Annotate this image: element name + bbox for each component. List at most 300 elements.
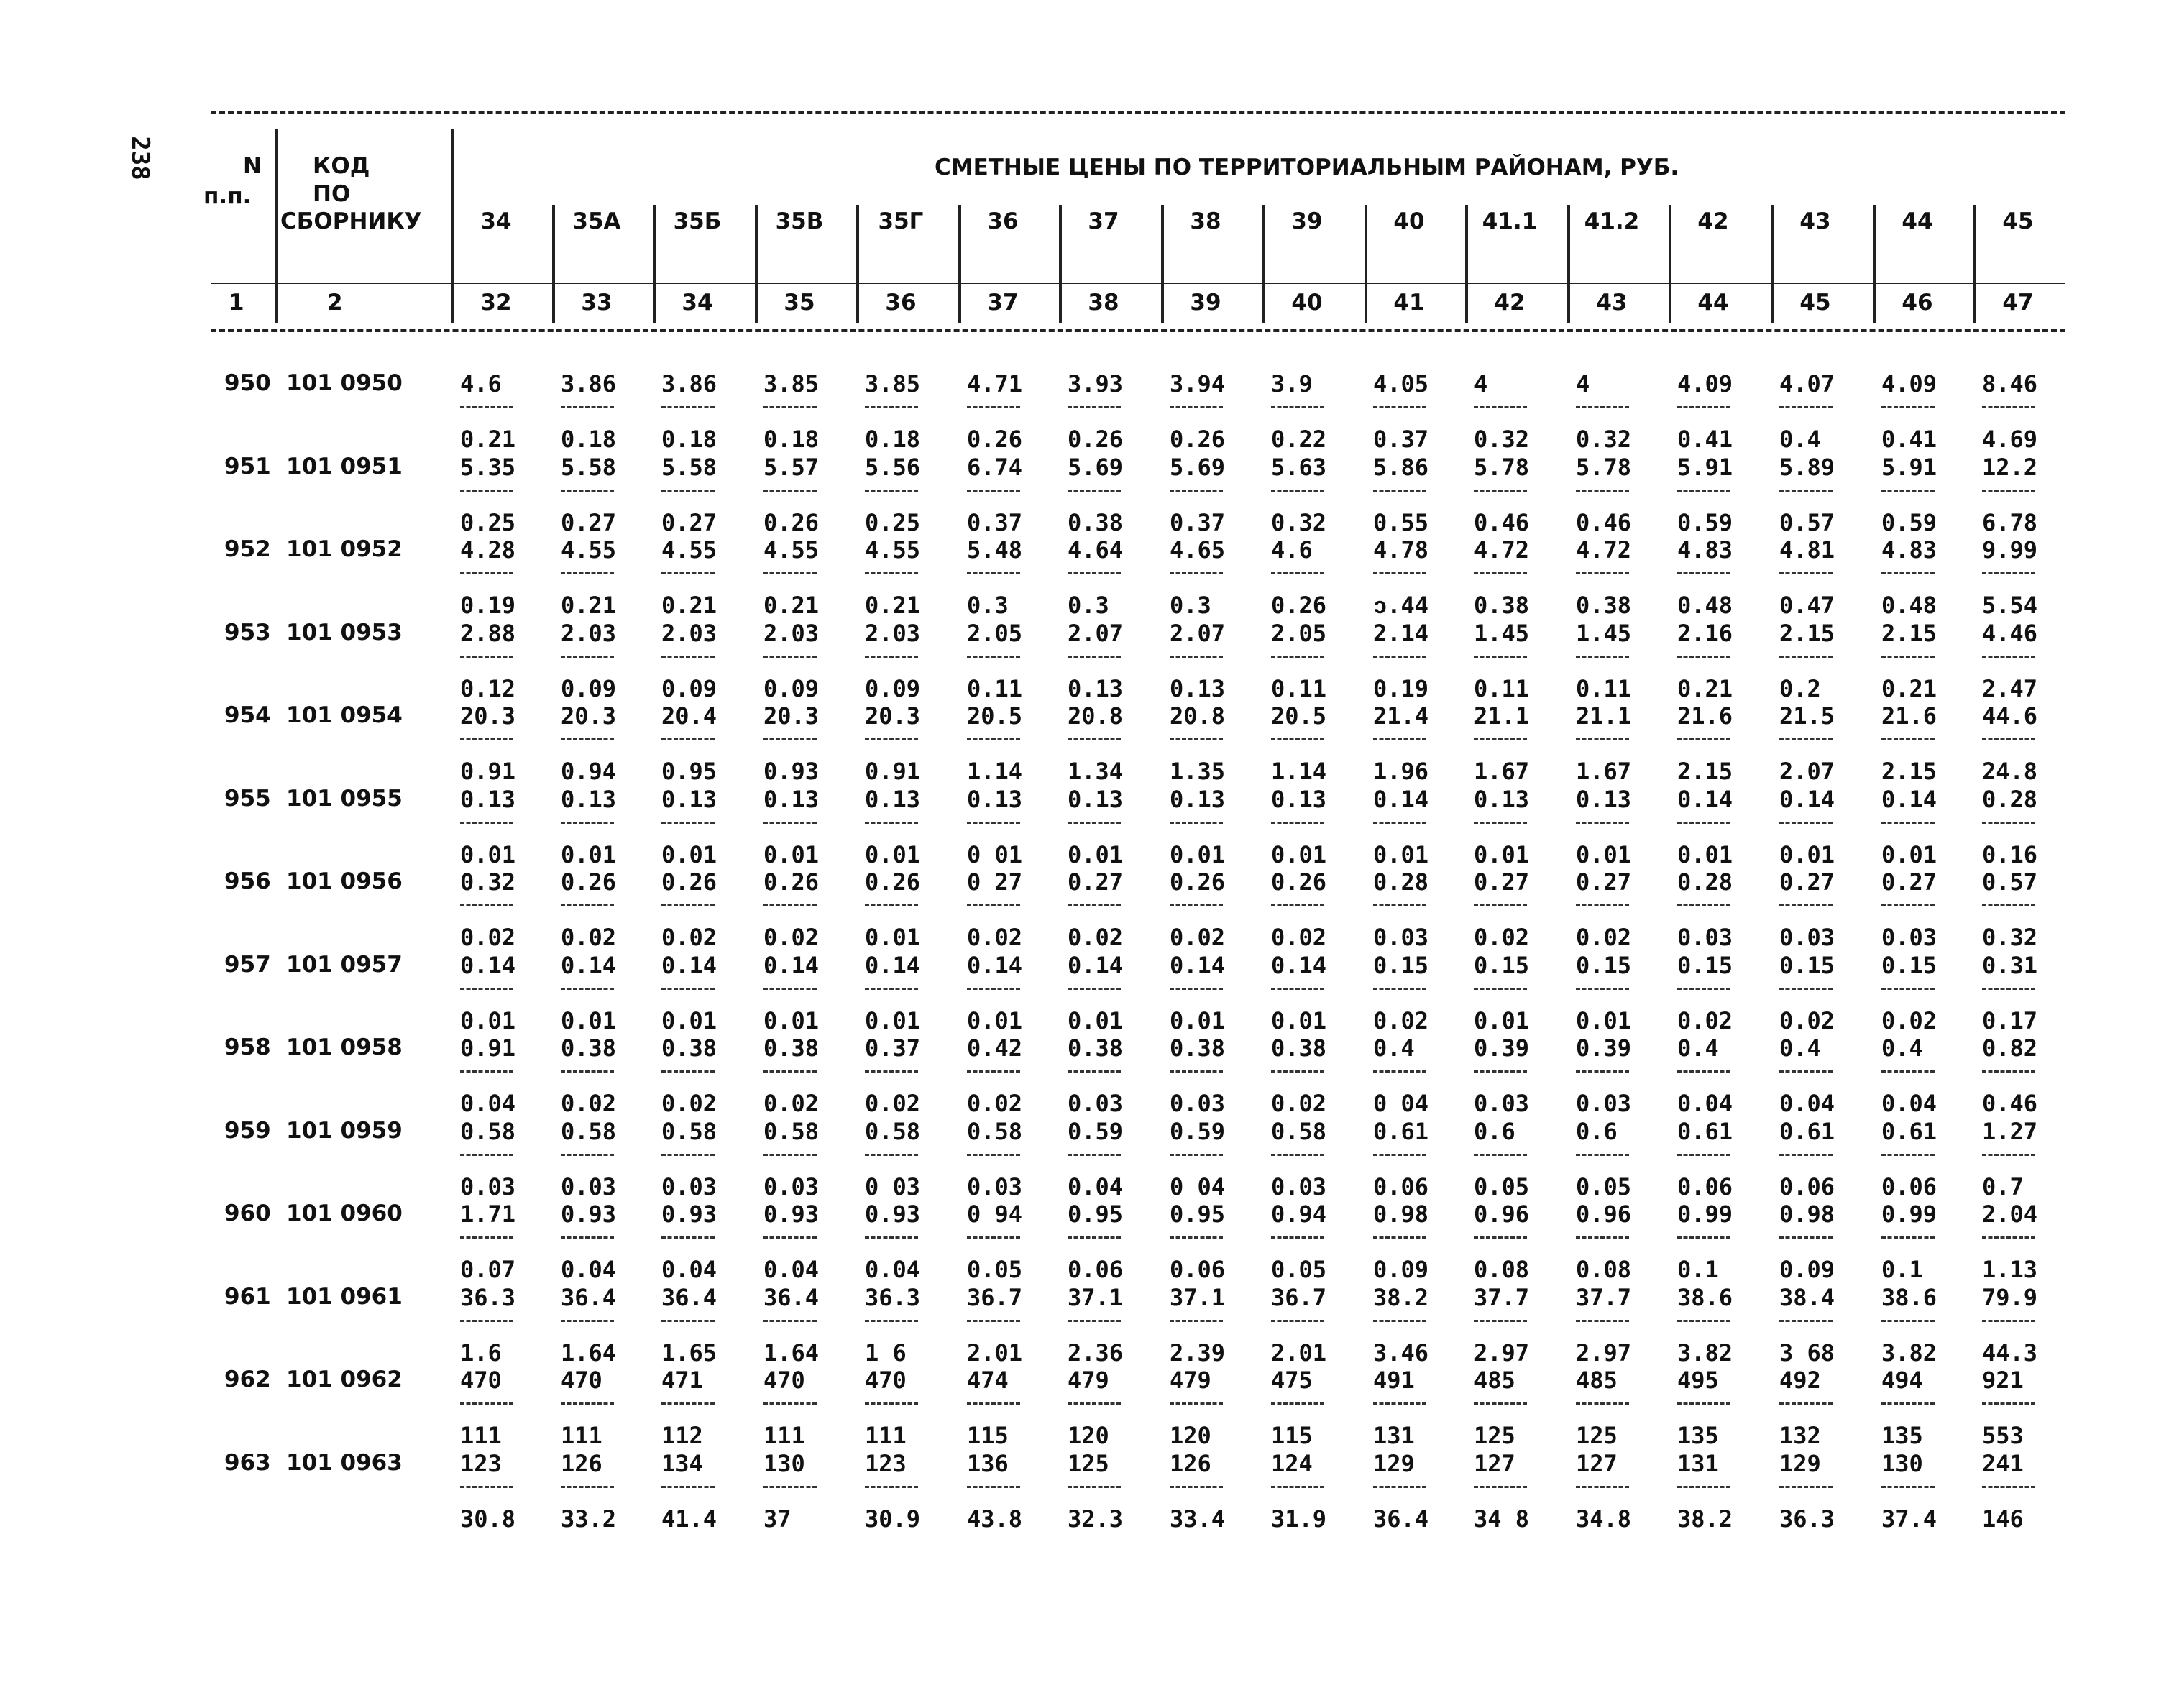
fraction-dash [1779, 1236, 1833, 1239]
price-subvalue: 0.05 [1576, 1172, 1632, 1200]
price-subvalue: 32.3 [1068, 1505, 1124, 1533]
price-value: 130 [763, 1449, 805, 1477]
price-value: 0.26 [1271, 868, 1327, 896]
header-vbar [1771, 205, 1774, 323]
price-subvalue: 0.04 [1068, 1172, 1124, 1200]
price-subvalue: 44.3 [1982, 1339, 2038, 1367]
price-value: 36.3 [865, 1283, 921, 1311]
district-header: 40 [1393, 208, 1425, 234]
price-subvalue: 0.01 [1474, 1006, 1530, 1034]
fraction-dash [1779, 822, 1833, 824]
price-subvalue: 0.06 [1373, 1172, 1429, 1200]
row-number: 955 [224, 785, 271, 812]
price-subvalue: 0.02 [967, 1090, 1023, 1117]
fraction-dash [1271, 490, 1324, 492]
fraction-dash [865, 490, 918, 492]
price-subvalue: 115 [967, 1422, 1009, 1449]
fraction-dash [460, 822, 513, 824]
fraction-dash [1170, 406, 1223, 408]
top-rule [211, 111, 2065, 114]
price-subvalue: 0.06 [1881, 1172, 1937, 1200]
price-value: 2.03 [865, 619, 921, 647]
district-header: 35А [572, 208, 621, 234]
price-subvalue: 34.8 [1576, 1505, 1632, 1533]
price-value: 5.69 [1068, 453, 1124, 481]
price-value: 0.58 [763, 1117, 820, 1145]
fraction-dash [1982, 656, 2035, 658]
price-value: 4.65 [1170, 536, 1226, 564]
price-subvalue: 0.02 [1373, 1006, 1429, 1034]
price-value: 0.27 [1474, 868, 1530, 896]
price-subvalue: 125 [1474, 1422, 1515, 1449]
fraction-dash [1576, 738, 1629, 740]
fraction-dash [1881, 406, 1935, 408]
price-subvalue: 0.03 [763, 1172, 820, 1200]
fraction-dash [1677, 572, 1730, 574]
fraction-dash [1982, 822, 2035, 824]
price-subvalue: 0.09 [1779, 1256, 1835, 1283]
price-value: 0.96 [1576, 1200, 1632, 1228]
fraction-dash [1982, 904, 2035, 906]
price-subvalue: 0.38 [1068, 508, 1124, 536]
price-subvalue: 0.21 [763, 592, 820, 619]
price-subvalue: 0.41 [1881, 426, 1937, 453]
fraction-dash [1881, 490, 1935, 492]
price-subvalue: 37.4 [1881, 1505, 1937, 1533]
price-value: 0.95 [1170, 1200, 1226, 1228]
price-value: 0.26 [561, 868, 617, 896]
price-value: 0.4 [1677, 1034, 1719, 1062]
fraction-dash [1982, 490, 2035, 492]
price-subvalue: 0.01 [561, 1006, 617, 1034]
price-value: 485 [1474, 1367, 1515, 1394]
fraction-dash [1068, 822, 1121, 824]
row-number: 952 [224, 536, 271, 562]
price-subvalue: 2.36 [1068, 1339, 1124, 1367]
fraction-dash [460, 572, 513, 574]
price-subvalue: 0.02 [967, 924, 1023, 951]
price-subvalue: 0.03 [1271, 1172, 1327, 1200]
fraction-dash [1982, 1486, 2035, 1488]
price-value: 0.14 [561, 951, 617, 979]
fraction-dash [967, 1486, 1020, 1488]
price-subvalue: 0.26 [1170, 426, 1226, 453]
fraction-dash [1982, 406, 2035, 408]
fraction-dash [561, 656, 614, 658]
price-value: 0.14 [460, 951, 516, 979]
price-subvalue: 0.03 [1779, 924, 1835, 951]
price-subvalue: 111 [865, 1422, 907, 1449]
price-subvalue: 0.01 [460, 840, 516, 868]
price-subvalue: 1.67 [1474, 758, 1530, 785]
fraction-dash [967, 738, 1020, 740]
price-value: 0.59 [1170, 1117, 1226, 1145]
row-code: 101 0962 [286, 1367, 403, 1392]
fraction-dash [967, 1154, 1020, 1156]
price-subvalue: 0.21 [561, 592, 617, 619]
fraction-dash [1373, 822, 1426, 824]
fraction-dash [1881, 1402, 1935, 1405]
price-subvalue: 0.18 [561, 426, 617, 453]
fraction-dash [1271, 1236, 1324, 1239]
price-value: 0.14 [1373, 785, 1429, 813]
fraction-dash [1576, 1486, 1629, 1488]
price-subvalue: 1 6 [865, 1339, 907, 1367]
district-header: 35В [775, 208, 824, 234]
price-subvalue: 41.4 [661, 1505, 717, 1533]
price-subvalue: 0.55 [1373, 508, 1429, 536]
fraction-dash [1068, 738, 1121, 740]
price-subvalue: 0.03 [1170, 1090, 1226, 1117]
price-subvalue: 0.19 [460, 592, 516, 619]
fraction-dash [1474, 1236, 1527, 1239]
fraction-dash [967, 656, 1020, 658]
fraction-dash [1373, 572, 1426, 574]
price-value: 4.07 [1779, 370, 1835, 398]
price-value: 5.58 [661, 453, 717, 481]
fraction-dash [865, 738, 918, 740]
price-value: 4.6 [460, 370, 502, 398]
row-code: 101 0953 [286, 619, 403, 646]
price-subvalue: 0.01 [763, 1006, 820, 1034]
price-subvalue: 0.01 [1779, 840, 1835, 868]
price-value: 9.99 [1982, 536, 2038, 564]
column-index: 42 [1494, 290, 1526, 316]
price-value: 474 [967, 1367, 1009, 1394]
fraction-dash [661, 406, 715, 408]
price-subvalue: 120 [1068, 1422, 1109, 1449]
fraction-dash [1576, 904, 1629, 906]
fraction-dash [1170, 656, 1223, 658]
fraction-dash [661, 822, 715, 824]
price-subvalue: 0.01 [1271, 1006, 1327, 1034]
column-index: 37 [987, 290, 1019, 316]
price-value: 44.6 [1982, 702, 2038, 730]
price-subvalue: 0.03 [1881, 924, 1937, 951]
price-value: 0.42 [967, 1034, 1023, 1062]
price-subvalue: 0.46 [1576, 508, 1632, 536]
fraction-dash [763, 1486, 817, 1488]
price-subvalue: 0.21 [661, 592, 717, 619]
fraction-dash [1677, 406, 1730, 408]
price-value: 4.6 [1271, 536, 1313, 564]
fraction-dash [1677, 904, 1730, 906]
row-number: 962 [224, 1367, 271, 1392]
price-subvalue: 0.7 [1982, 1172, 2024, 1200]
price-value: 0.14 [1271, 951, 1327, 979]
price-subvalue: 3.82 [1677, 1339, 1733, 1367]
price-subvalue: 0.01 [1881, 840, 1937, 868]
price-value: 5.89 [1779, 453, 1835, 481]
fraction-dash [1576, 490, 1629, 492]
price-value: 0.4 [1881, 1034, 1923, 1062]
price-value: 0.98 [1779, 1200, 1835, 1228]
fraction-dash [1271, 1402, 1324, 1405]
price-subvalue: 132 [1779, 1422, 1821, 1449]
price-value: 0.14 [967, 951, 1023, 979]
fraction-dash [1474, 1320, 1527, 1322]
price-subvalue: 0.38 [1474, 592, 1530, 619]
fraction-dash [661, 1486, 715, 1488]
column-index: 41 [1393, 290, 1425, 316]
price-value: 20.5 [967, 702, 1023, 730]
price-value: 475 [1271, 1367, 1313, 1394]
price-subvalue: 0.02 [865, 1090, 921, 1117]
price-subvalue: 111 [460, 1422, 502, 1449]
price-value: 0.15 [1779, 951, 1835, 979]
fraction-dash [1068, 1154, 1121, 1156]
fraction-dash [460, 904, 513, 906]
price-value: 4.55 [865, 536, 921, 564]
price-value: 4.55 [763, 536, 820, 564]
price-value: 0.99 [1677, 1200, 1733, 1228]
row-number: 960 [224, 1200, 271, 1226]
fraction-dash [1779, 406, 1833, 408]
fraction-dash [460, 1402, 513, 1405]
page-number: 238 [126, 136, 155, 180]
price-value: 0.6 [1576, 1117, 1618, 1145]
price-subvalue: 2.97 [1576, 1339, 1632, 1367]
fraction-dash [1779, 490, 1833, 492]
fraction-dash [1068, 1070, 1121, 1073]
price-subvalue: 0.95 [661, 758, 717, 785]
price-value: 4.78 [1373, 536, 1429, 564]
price-value: 5.48 [967, 536, 1023, 564]
price-subvalue: 2.07 [1779, 758, 1835, 785]
row-number: 958 [224, 1034, 271, 1060]
fraction-dash [1373, 1236, 1426, 1239]
fraction-dash [1271, 1486, 1324, 1488]
row-code: 101 0961 [286, 1283, 403, 1310]
fraction-dash [1576, 1154, 1629, 1156]
fraction-dash [1474, 490, 1527, 492]
price-value: 0.61 [1779, 1117, 1835, 1145]
price-value: 5.58 [561, 453, 617, 481]
price-value: 5.56 [865, 453, 921, 481]
price-subvalue: 1.64 [561, 1339, 617, 1367]
price-value: 136 [967, 1449, 1009, 1477]
fraction-dash [561, 822, 614, 824]
fraction-dash [1373, 656, 1426, 658]
price-subvalue: 0.02 [763, 924, 820, 951]
price-subvalue: 0.07 [460, 1256, 516, 1283]
price-value: 4.55 [661, 536, 717, 564]
price-subvalue: 0.04 [763, 1256, 820, 1283]
fraction-dash [1068, 490, 1121, 492]
header-vbar [856, 205, 859, 323]
price-value: 20.4 [661, 702, 717, 730]
price-value: 3.85 [865, 370, 921, 398]
price-value: 20.3 [561, 702, 617, 730]
price-value: 79.9 [1982, 1283, 2038, 1311]
price-value: 0.15 [1474, 951, 1530, 979]
column-index: 43 [1596, 290, 1628, 316]
fraction-dash [763, 1236, 817, 1239]
fraction-dash [967, 988, 1020, 990]
price-subvalue: 0.25 [460, 508, 516, 536]
price-value: 0.6 [1474, 1117, 1515, 1145]
price-subvalue: 0.3 [967, 592, 1009, 619]
price-value: 38.2 [1373, 1283, 1429, 1311]
column-index: 47 [2002, 290, 2034, 316]
fraction-dash [763, 988, 817, 990]
price-value: 36.4 [763, 1283, 820, 1311]
fraction-dash [1068, 1320, 1121, 1322]
price-subvalue: 1.34 [1068, 758, 1124, 785]
price-value: 1.45 [1474, 619, 1530, 647]
fraction-dash [460, 1154, 513, 1156]
fraction-dash [1068, 1402, 1121, 1405]
fraction-dash [1677, 1154, 1730, 1156]
price-value: 2.04 [1982, 1200, 2038, 1228]
fraction-dash [1170, 1320, 1223, 1322]
price-subvalue: 0.01 [661, 1006, 717, 1034]
price-value: 0.14 [1068, 951, 1124, 979]
price-subvalue: 0.22 [1271, 426, 1327, 453]
price-value: 4.09 [1677, 370, 1733, 398]
price-subvalue: 0.13 [1068, 674, 1124, 702]
price-value: 20.8 [1068, 702, 1124, 730]
fraction-dash [967, 1236, 1020, 1239]
price-value: 494 [1881, 1367, 1923, 1394]
row-number: 951 [224, 453, 271, 479]
fraction-dash [865, 904, 918, 906]
fraction-dash [865, 1486, 918, 1488]
price-value: 5.35 [460, 453, 516, 481]
fraction-dash [1982, 1154, 2035, 1156]
price-value: 0.82 [1982, 1034, 2038, 1062]
price-subvalue: 0.04 [561, 1256, 617, 1283]
price-subvalue: 0.38 [1576, 592, 1632, 619]
price-value: 0.27 [1779, 868, 1835, 896]
price-subvalue: 30.8 [460, 1505, 516, 1533]
fraction-dash [1271, 406, 1324, 408]
price-value: 3.93 [1068, 370, 1124, 398]
price-subvalue: 0.04 [1779, 1090, 1835, 1117]
district-header: 43 [1799, 208, 1831, 234]
price-subvalue: 0.46 [1474, 508, 1530, 536]
price-value: 470 [460, 1367, 502, 1394]
header-vbar [1973, 205, 1976, 323]
price-value: 0.93 [865, 1200, 921, 1228]
fraction-dash [661, 1402, 715, 1405]
price-value: 0.13 [661, 785, 717, 813]
row-number: 957 [224, 951, 271, 978]
fraction-dash [1068, 656, 1121, 658]
fraction-dash [661, 1070, 715, 1073]
price-value: 0.14 [1881, 785, 1937, 813]
district-header: 35Б [673, 208, 722, 234]
price-value: 0.13 [1271, 785, 1327, 813]
price-value: 0.15 [1677, 951, 1733, 979]
district-header: 37 [1088, 208, 1119, 234]
fraction-dash [1271, 656, 1324, 658]
price-value: 0.39 [1576, 1034, 1632, 1062]
price-subvalue: 0.27 [661, 508, 717, 536]
price-subvalue: 0 04 [1373, 1090, 1429, 1117]
price-subvalue: 0.11 [1576, 674, 1632, 702]
price-subvalue: 0.01 [460, 1006, 516, 1034]
fraction-dash [460, 1236, 513, 1239]
price-value: 21.1 [1474, 702, 1530, 730]
fraction-dash [1170, 1402, 1223, 1405]
price-value: 37.7 [1474, 1283, 1530, 1311]
price-value: 0.58 [967, 1117, 1023, 1145]
price-subvalue: 553 [1982, 1422, 2024, 1449]
price-value: 471 [661, 1367, 703, 1394]
price-subvalue: 0.59 [1677, 508, 1733, 536]
price-value: 126 [1170, 1449, 1211, 1477]
price-subvalue: 0.2 [1779, 674, 1821, 702]
fraction-dash [1881, 1486, 1935, 1488]
price-value: 0.93 [661, 1200, 717, 1228]
price-subvalue: 43.8 [967, 1505, 1023, 1533]
price-subvalue: 0.37 [967, 508, 1023, 536]
price-subvalue: 0.18 [661, 426, 717, 453]
fraction-dash [865, 822, 918, 824]
price-value: 0.38 [1068, 1034, 1124, 1062]
fraction-dash [460, 406, 513, 408]
district-header: 35Г [878, 208, 924, 234]
row-number: 961 [224, 1283, 271, 1310]
fraction-dash [865, 572, 918, 574]
price-value: 5.78 [1576, 453, 1632, 481]
price-value: 0.93 [763, 1200, 820, 1228]
fraction-dash [1576, 1402, 1629, 1405]
price-subvalue: 2.01 [967, 1339, 1023, 1367]
price-value: 5.69 [1170, 453, 1226, 481]
price-subvalue: 0.47 [1779, 592, 1835, 619]
price-value: 0.39 [1474, 1034, 1530, 1062]
fraction-dash [967, 1402, 1020, 1405]
row-code: 101 0950 [286, 370, 403, 396]
price-value: 0.59 [1068, 1117, 1124, 1145]
district-header: 44 [1902, 208, 1933, 234]
price-subvalue: 3 68 [1779, 1339, 1835, 1367]
price-subvalue: 0.01 [1677, 840, 1733, 868]
fraction-dash [661, 656, 715, 658]
price-value: 0.27 [1068, 868, 1124, 896]
price-value: 131 [1677, 1449, 1719, 1477]
price-subvalue: 1.14 [1271, 758, 1327, 785]
row-code: 101 0957 [286, 951, 403, 978]
price-value: 0.38 [1271, 1034, 1327, 1062]
price-value: 4.83 [1677, 536, 1733, 564]
price-value: 37.1 [1068, 1283, 1124, 1311]
price-value: 21.6 [1881, 702, 1937, 730]
price-subvalue: 0.08 [1576, 1256, 1632, 1283]
price-value: 20.3 [763, 702, 820, 730]
price-subvalue: 0.02 [1881, 1006, 1937, 1034]
price-value: 470 [561, 1367, 602, 1394]
price-subvalue: 0.57 [1779, 508, 1835, 536]
header-vbar [1873, 205, 1876, 323]
price-value: 0.38 [1170, 1034, 1226, 1062]
price-subvalue: 0.46 [1982, 1090, 2038, 1117]
price-value: 5.63 [1271, 453, 1327, 481]
price-subvalue: 0.21 [460, 426, 516, 453]
price-value: 20.3 [865, 702, 921, 730]
row-code: 101 0955 [286, 785, 403, 812]
price-subvalue: 3.82 [1881, 1339, 1937, 1367]
fraction-dash [561, 738, 614, 740]
fraction-dash [1474, 904, 1527, 906]
price-subvalue: 0.01 [661, 840, 717, 868]
price-value: 0.14 [1677, 785, 1733, 813]
fraction-dash [1474, 1402, 1527, 1405]
fraction-dash [561, 406, 614, 408]
fraction-dash [1677, 988, 1730, 990]
